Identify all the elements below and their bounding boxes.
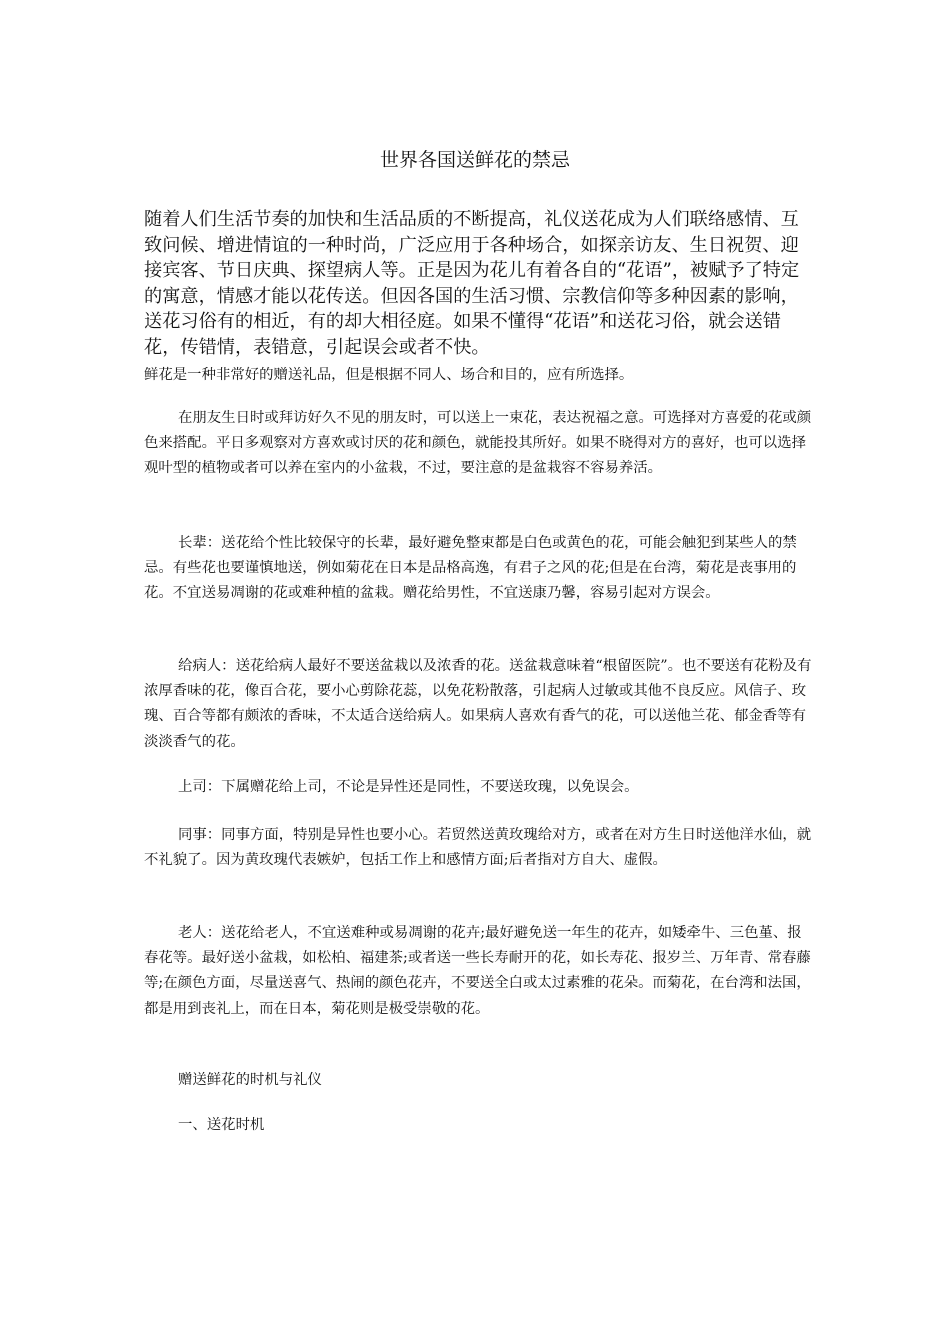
intro-note: 鲜花是一种非常好的赠送礼品，但是根据不同人、场合和目的，应有所选择。 bbox=[144, 367, 634, 383]
paragraph-boss: 上司：下属赠花给上司，不论是异性还是同性，不要送玫瑰，以免误会。 bbox=[178, 779, 639, 795]
intro-paragraph: 随着人们生活节奏的加快和生活品质的不断提高，礼仪送花成为人们联络感情、互致问候、增进情谊的一种时尚，广泛应用于各种场合，如探亲访友、生日祝贺、迎接宾客、节日庆典、探望病人等。正是因为花儿有着各自的“花语”，被赋予了特定的寓意，情感才能以花传送。但因各国的生活习惯、宗教信仰等多种因素的影响，送花习俗有的相近，有的却大相径庭。如果不懂得“花语”和送花习俗，就会送错花，传错情，表错意，引起误会或者不快。 bbox=[144, 209, 800, 358]
paragraph-colleagues: 同事：同事方面，特别是异性也要小心。若贸然送黄玫瑰给对方，或者在对方生日时送他洋水仙，就不礼貌了。因为黄玫瑰代表嫉妒，包括工作上和感情方面;后者指对方自大、虚假。 bbox=[144, 827, 812, 869]
sub-heading: 一、送花时机 bbox=[178, 1117, 265, 1133]
section-heading: 赠送鲜花的时机与礼仪 bbox=[178, 1072, 322, 1088]
page-title: 世界各国送鲜花的禁忌 bbox=[379, 149, 570, 171]
paragraph-seniors: 老人：送花给老人，不宜送难种或易凋谢的花卉;最好避免送一年生的花卉，如矮牵牛、三色堇、报春花等。最好送小盆栽，如松柏、福建茶;或者送一些长寿耐开的花，如长寿花、报岁兰、万年青、常春藤等;在颜色方面，尽量送喜气、热闹的颜色花卉，不要送全白或太过素雅的花朵。而菊花，在台湾和法国，都是用到丧礼上，而在日本，菊花则是极受崇敬的花。 bbox=[144, 925, 811, 1017]
paragraph-elders: 长辈：送花给个性比较保守的长辈，最好避免整束都是白色或黄色的花，可能会触犯到某些人的禁忌。有些花也要谨慎地送，例如菊花在日本是品格高逸，有君子之风的花;但是在台湾，菊花是丧事用的花。不宜送易凋谢的花或难种植的盆栽。赠花给男性，不宜送康乃馨，容易引起对方误会。 bbox=[144, 535, 797, 602]
paragraph-friends: 在朋友生日时或拜访好久不见的朋友时，可以送上一束花，表达祝福之意。可选择对方喜爱的花或颜色来搭配。平日多观察对方喜欢或讨厌的花和颜色，就能投其所好。如果不晓得对方的喜好，也可以选择观叶型的植物或者可以养在室内的小盆栽，不过，要注意的是盆栽容不容易养活。 bbox=[144, 410, 812, 477]
paragraph-patients: 给病人：送花给病人最好不要送盆栽以及浓香的花。送盆栽意味着“根留医院”。也不要送有花粉及有浓厚香味的花，像百合花，要小心剪除花蕊，以免花粉散落，引起病人过敏或其他不良反应。风信子、玫瑰、百合等都有颇浓的香味，不太适合送给病人。如果病人喜欢有香气的花，可以送他兰花、郁金香等有淡淡香气的花。 bbox=[144, 658, 812, 750]
